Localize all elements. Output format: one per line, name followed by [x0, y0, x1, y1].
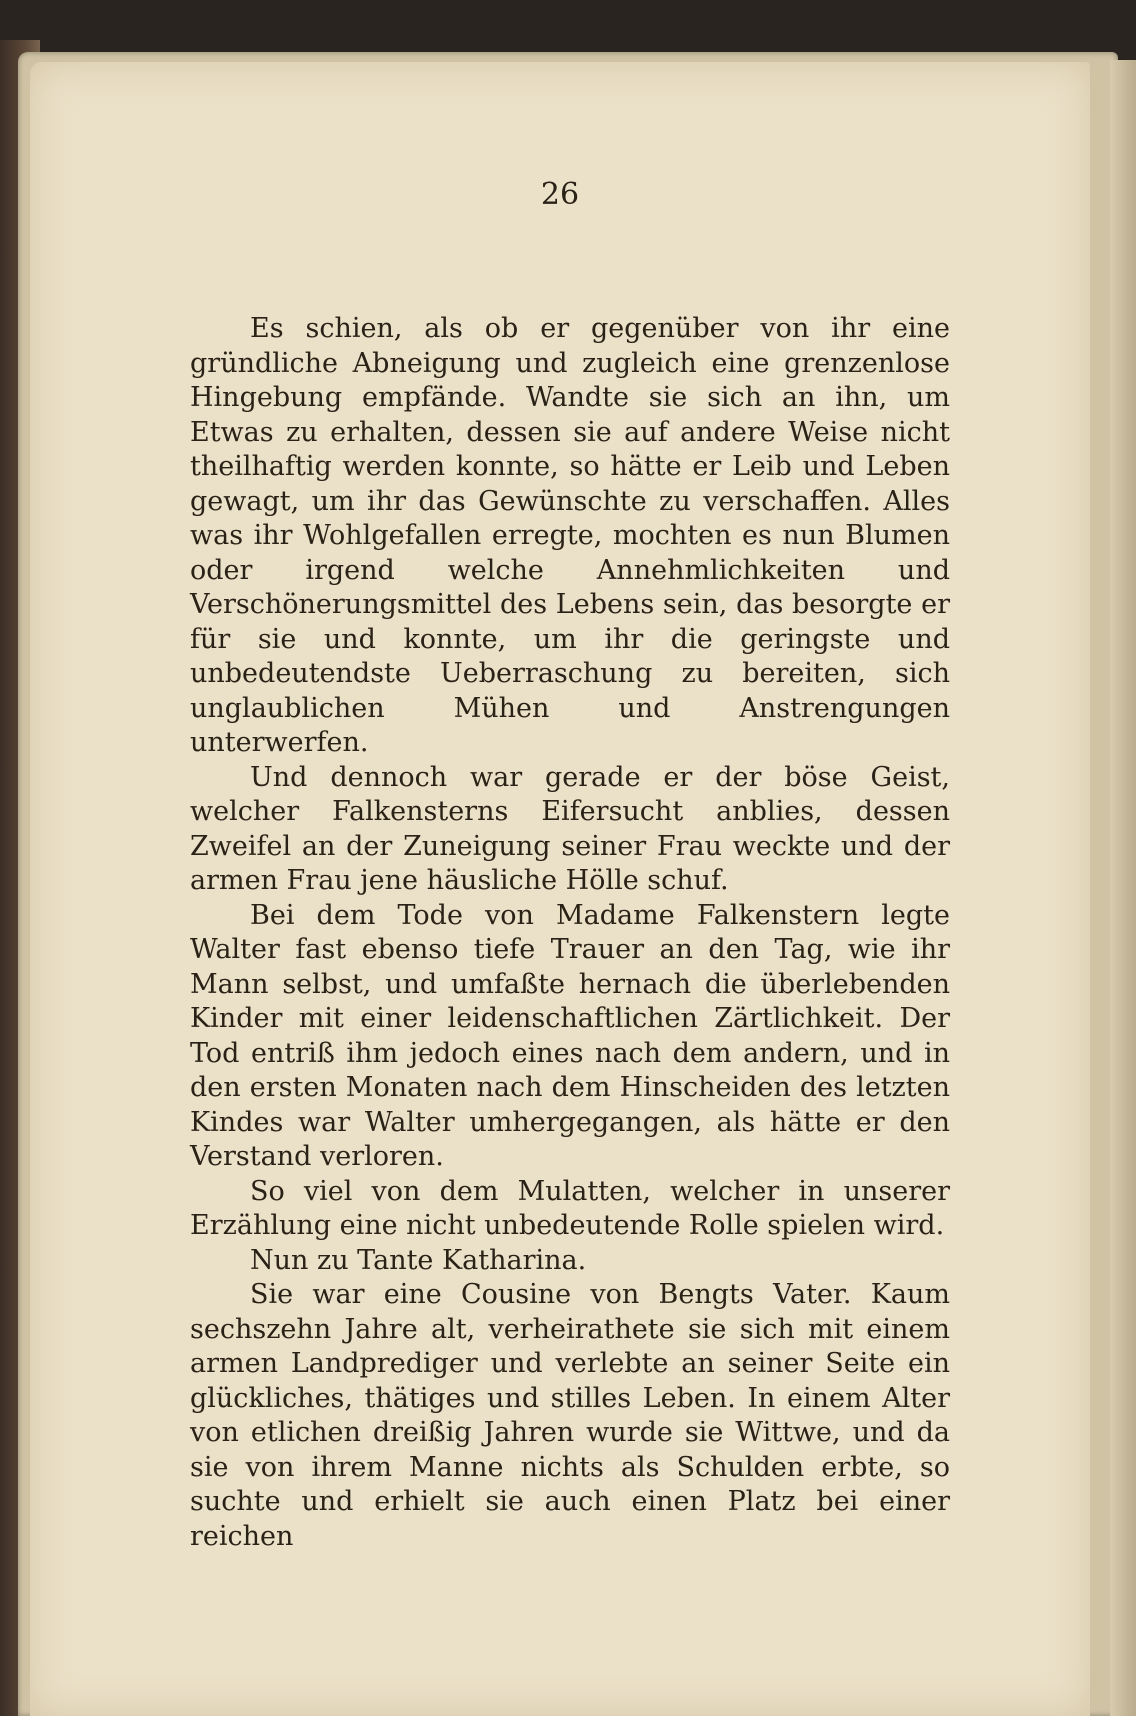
- page-right-edge: [1110, 60, 1136, 1716]
- body-text: [190, 312, 950, 1554]
- paragraph-6: Sie war eine Cousine von Bengts Vater. Kaum sechszehn Jahre alt, verheirathete sie sich mit einem armen Landprediger und verlebte an seiner Seite ein glückliches, thätiges und stilles Leben. In einem Alter von etlichen dreißig Jahren wurde sie Wittwe, und da sie von ihrem Manne nichts als Schulden erbte, so suchte und erhielt sie auch einen Platz bei einer reichen: [190, 1279, 950, 1552]
- paragraph-2: Und dennoch war gerade er der böse Geist, welcher Falkensterns Eifersucht anblies, dessen Zweifel an der Zuneigung seiner Frau weckte und der armen Frau jene häusliche Hölle schuf.: [190, 761, 950, 896]
- page-number: 26: [540, 177, 580, 212]
- book-page: [30, 62, 1090, 1716]
- paragraph-4: So viel von dem Mulatten, welcher in unserer Erzählung eine nicht unbedeutende Rolle spielen wird.: [190, 1175, 950, 1241]
- paragraph-5: Nun zu Tante Katharina.: [250, 1244, 587, 1276]
- paragraph-1: Es schien, als ob er gegenüber von ihr eine gründliche Abneigung und zugleich eine grenzenlose Hingebung empfände. Wandte sie sich an ihn, um Etwas zu erhalten, dessen sie auf andere Weise nicht theilhaftig werden konnte, so hätte er Leib und Leben gewagt, um ihr das Gewünschte zu verschaffen. Alles was ihr Wohlgefallen erregte, mochten es nun Blumen oder irgend welche Annehmlichkeiten und Verschönerungsmittel des Lebens sein, das besorgte er für sie und konnte, um ihr die geringste und unbedeutendste Ueberraschung zu bereiten, sich unglaublichen Mühen und Anstrengungen unterwerfen.: [190, 313, 950, 758]
- paragraph-3: Bei dem Tode von Madame Falkenstern legte Walter fast ebenso tiefe Trauer an den Tag, wie ihr Mann selbst, und umfaßte hernach die überlebenden Kinder mit einer leidenschaftlichen Zärtlichkeit. Der Tod entriß ihm jedoch eines nach dem andern, und in den ersten Monaten nach dem Hinscheiden des letzten Kindes war Walter umhergegangen, als hätte er den Verstand verloren.: [190, 899, 950, 1172]
